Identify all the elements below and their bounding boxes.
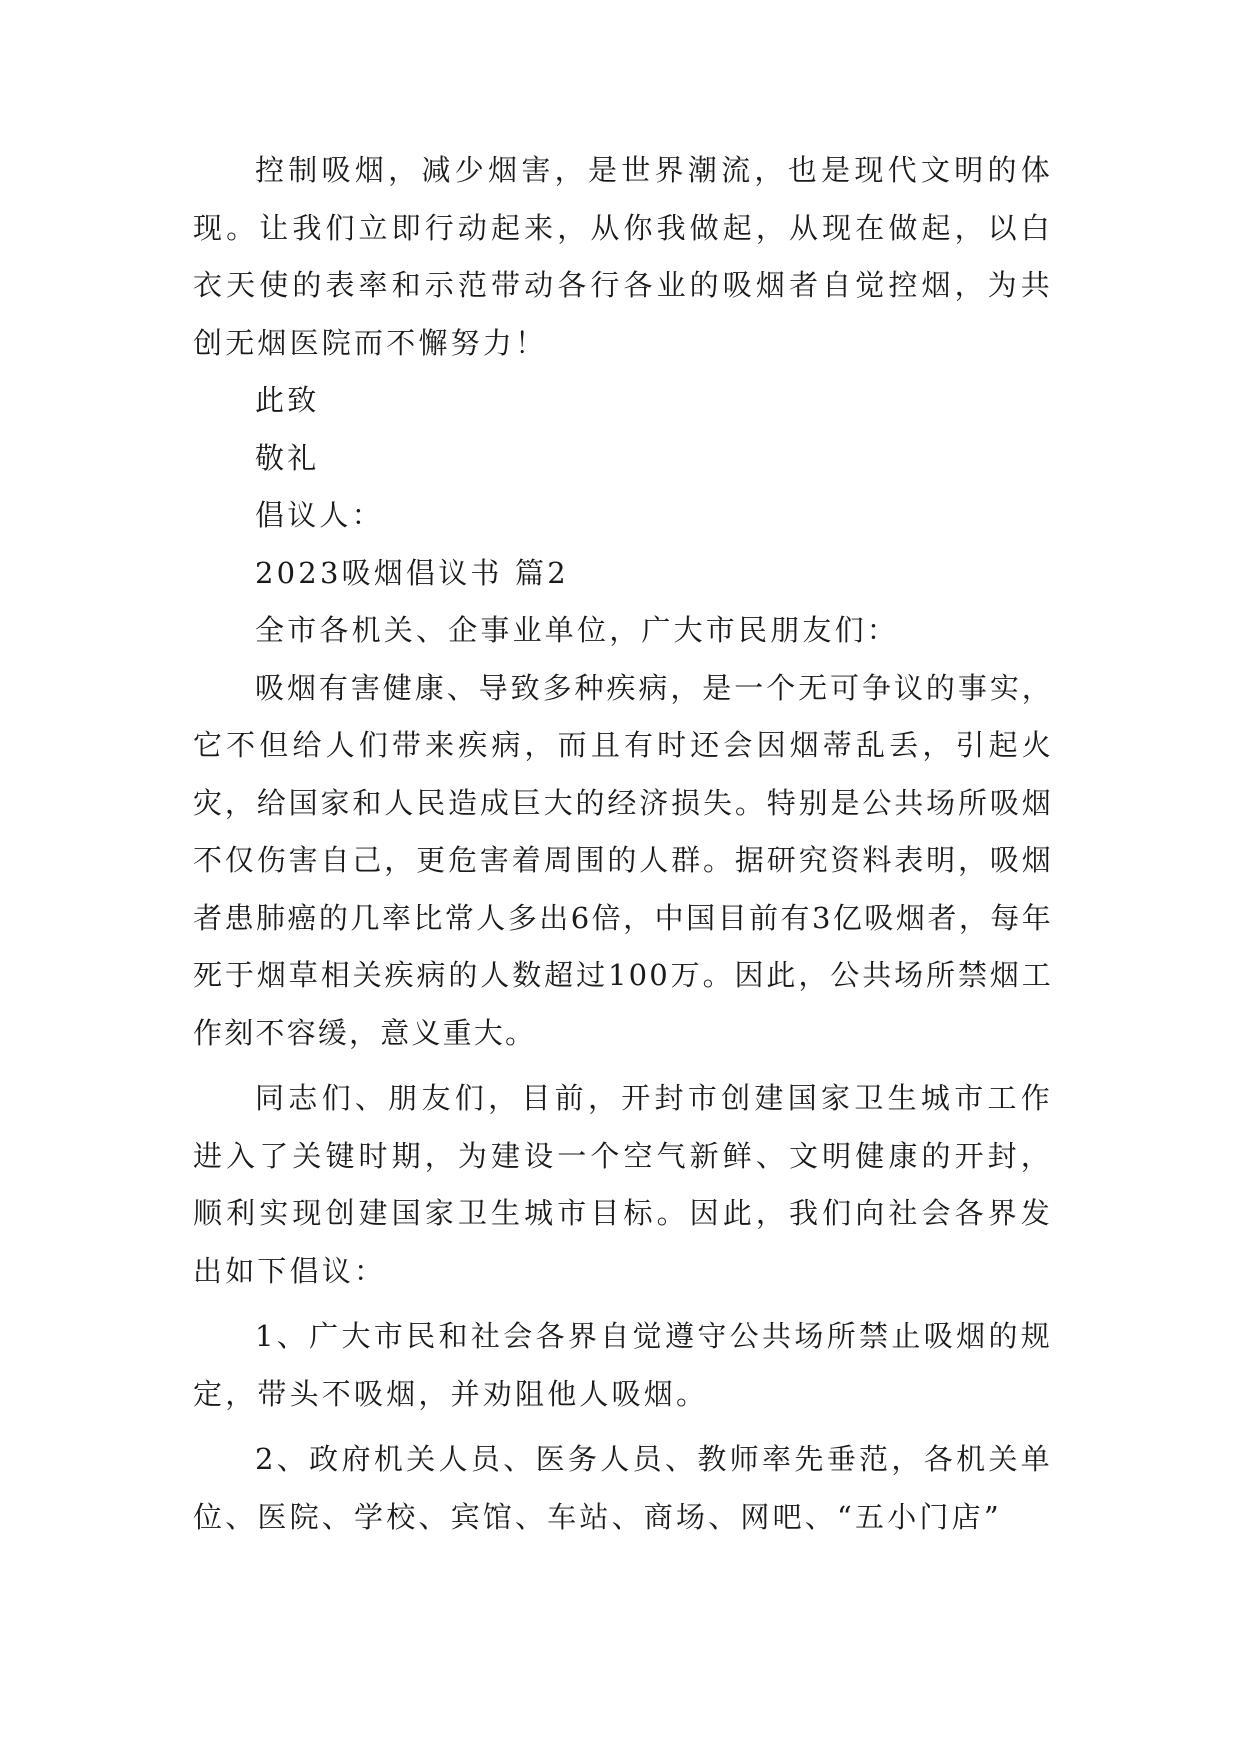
salutation-jingli: 敬礼	[255, 440, 320, 475]
closing-paragraph: 控制吸烟，减少烟害，是世界潮流，也是现代文明的体现。让我们立即行动起来，从你我做起，从现在做起，以白衣天使的表率和示范带动各行各业的吸烟者自觉控烟，为共创无烟医院而不懈努力！	[193, 153, 1053, 360]
body-paragraph-health: 吸烟有害健康、导致多种疾病，是一个无可争议的事实，它不但给人们带来疾病，而且有时还会因烟蒂乱丢，引起火灾，给国家和人民造成巨大的经济损失。特别是公共场所吸烟不仅伤害自己，更危害着周围的人群。据研究资料表明，吸烟者患肺癌的几率比常人多出6倍，中国目前有3亿吸烟者，每年死于烟草相关疾病的人数超过100万。因此，公共场所禁烟工作刻不容缓，意义重大。	[193, 670, 1053, 1050]
signatory-label: 倡议人：	[255, 498, 384, 532]
body-paragraph-city: 同志们、朋友们，目前，开封市创建国家卫生城市工作进入了关键时期，为建设一个空气新鲜、文明健康的开封，顺利实现创建国家卫生城市目标。因此，我们向社会各界发出如下倡议：	[193, 1081, 1053, 1288]
document-body	[193, 142, 1053, 1546]
proposal-item-2: 2、政府机关人员、医务人员、教师率先垂范，各机关单位、医院、学校、宾馆、车站、商场、网吧、“五小门店”	[193, 1442, 1053, 1534]
salutation-cizhi: 此致	[255, 383, 320, 417]
proposal-item-1: 1、广大市民和社会各界自觉遵守公共场所禁止吸烟的规定，带头不吸烟，并劝阻他人吸烟。	[193, 1319, 1053, 1411]
addressee-line: 全市各机关、企事业单位，广大市民朋友们：	[255, 613, 900, 647]
section-heading: 2023吸烟倡议书 篇2	[255, 555, 569, 590]
